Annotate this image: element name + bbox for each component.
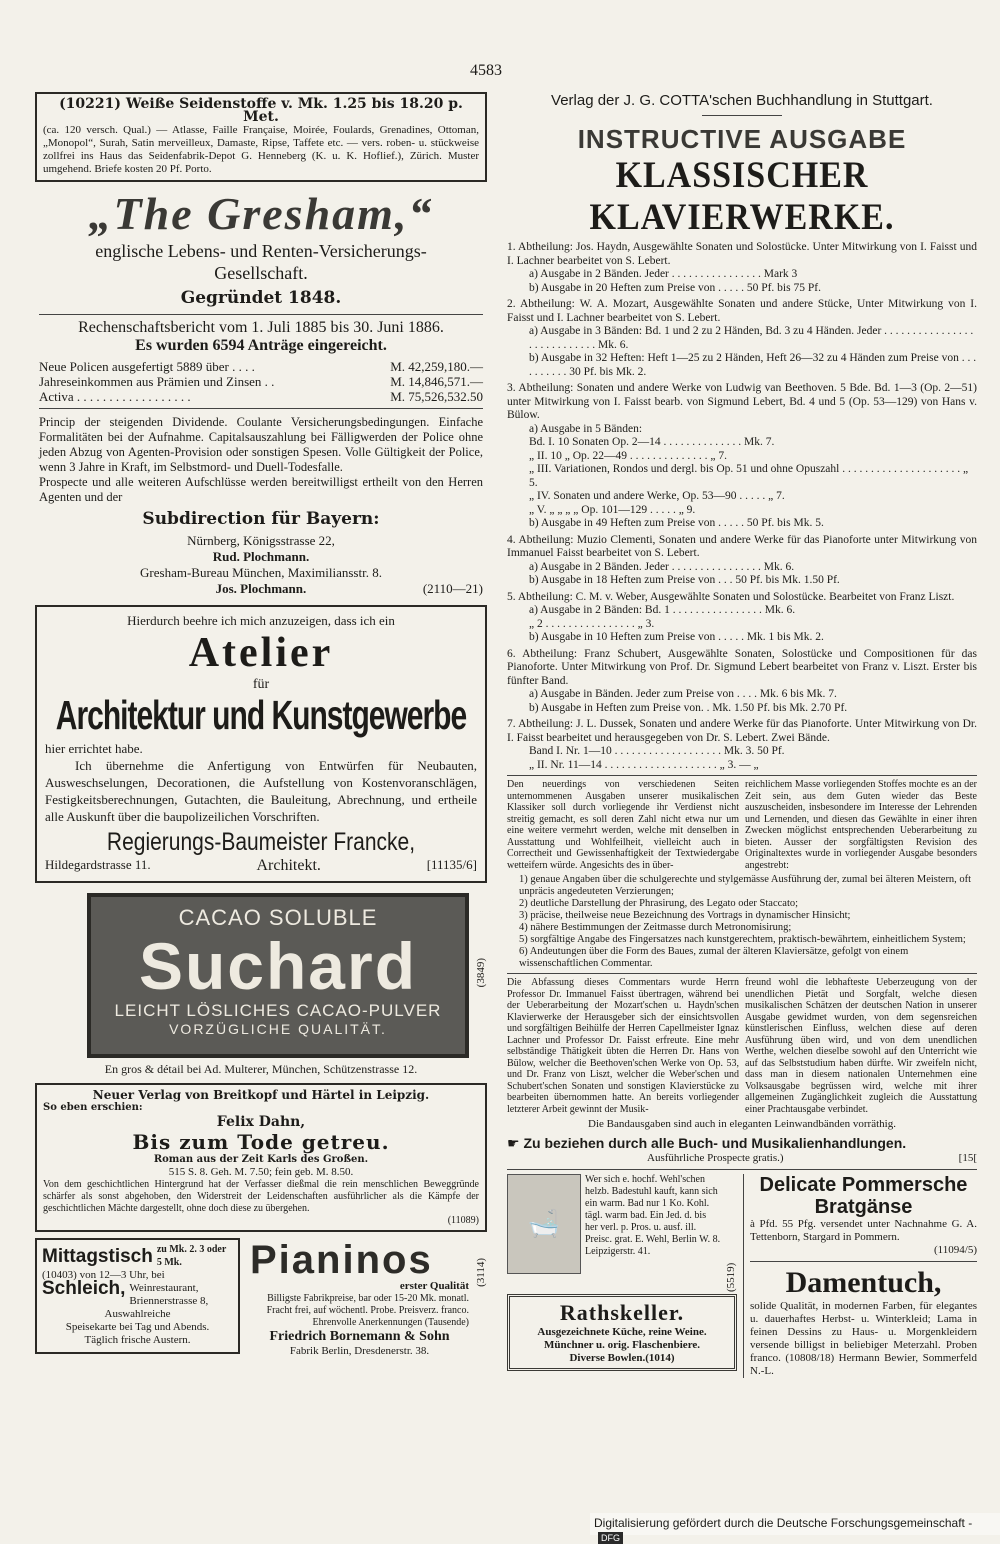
gresham-title: „The Gresham,“ xyxy=(88,188,434,239)
suchard-brand: Suchard xyxy=(138,929,418,1003)
dahn-title: Bis zum Tode getreu. xyxy=(132,1130,390,1154)
cotta-commentary xyxy=(507,977,977,1115)
gresham-report: Rechenschaftsbericht vom 1. Juli 1885 bis 30. Juni 1886. xyxy=(78,319,444,336)
suchard-code: (3849) xyxy=(475,958,487,988)
dahn-body: Von dem geschichtlichen Hintergrund hat der Verfasser dießmal die rein menschlichen Beweggründe schärfer als sonst abgehoben, den Widerstreit der Leidenschaften ausführlicher als die Kämpfe der geschichtlichen Mächte dargestellt, ohne doch diese zu übergehen. xyxy=(43,1179,479,1214)
divider xyxy=(750,1261,977,1262)
pointing-hand-icon: ☛ xyxy=(507,1135,520,1151)
divider xyxy=(507,973,977,974)
atelier-ad xyxy=(35,605,487,883)
atelier-signer: Regierungs-Baumeister Francke, xyxy=(106,828,416,857)
cotta-title: KLASSISCHER KLAVIERWERKE. xyxy=(589,155,895,238)
mittag-code: (10403) xyxy=(42,1269,77,1281)
suchard-ad xyxy=(35,893,487,1077)
cotta-intro-left: Den neuerdings von verschiedenen Seiten unternommenen Ausgaben unserer musikalischen Klassiker soll durch vorliegende ihr Verdienst nicht streitig gemacht, es soll deren Zahl nicht etwa nur um eine weitere vermehrt werden, welche mit denselben in Ausstattung und Wohlfeilheit, vielleicht auch in Correctheit und Gewissenhaftigkeit der Textwiedergabe wetteifern würde. Angesichts des in über- xyxy=(507,779,739,871)
bottom-right-right xyxy=(743,1174,977,1378)
cotta-section-item: b) Ausgabe in 20 Heften zum Preise von . . . . . 50 Pf. bis 75 Pf. xyxy=(529,281,821,294)
cotta-section-item: „ IV. Sonaten und andere Werke, Op. 53—90 . . . . . „ 7. xyxy=(529,490,785,502)
cotta-section-item: „ V. „ „ „ „ Op. 101—129 . . . . . „ 9. xyxy=(529,503,696,516)
feature-item: 1) genaue Angaben über die schulgerechte und stylgemässe Ausführung der, zumal bei älteren Meistern, oft unpräcis angedeuteten Verzierungen; xyxy=(519,874,972,897)
dahn-author: Felix Dahn, xyxy=(216,1114,306,1130)
cotta-section xyxy=(507,534,977,588)
figure-row xyxy=(39,359,483,374)
gresham-body2: Prospecte und alle weiteren Aufschlüsse werden bereitwilligst ertheilt von den Herren Agenten und der xyxy=(39,475,483,504)
figure-row xyxy=(39,374,483,389)
cotta-section-item: „ II. 10 „ Op. 22—49 . . . . . . . . . . . . . . „ 7. xyxy=(529,449,728,462)
gresham-sub2: Gesellschaft. xyxy=(214,263,308,283)
gresham-name2-row xyxy=(39,581,483,597)
figure-label: Activa . . . . . . . . . . . . . . . . . . xyxy=(39,389,191,404)
mittag-title: Mittagstisch xyxy=(42,1245,153,1267)
atelier-footer xyxy=(45,857,477,875)
figure-label: Jahreseinkommen aus Prämien und Zinsen . . xyxy=(39,374,275,389)
mittag-l1: Auswahlreiche xyxy=(104,1308,171,1320)
cotta-section-head: 2. Abtheilung: W. A. Mozart, Ausgewählte Sonaten und andere Stücke, Unter Mitwirkung von I. Faisst und I. Lachner bearbeitet von S. Lebert. xyxy=(507,298,977,324)
figure-label: Neue Policen ausgefertigt 5889 über . . . . xyxy=(39,359,255,374)
gresham-addr2: Gresham-Bureau München, Maximiliansstr. 8. xyxy=(140,565,382,580)
suchard-panel xyxy=(87,893,469,1058)
rathskeller-l2: Münchner u. orig. Flaschenbiere. xyxy=(543,1339,701,1351)
cotta-heading: INSTRUCTIVE AUSGABE xyxy=(577,124,907,154)
pianinos-maker: Friedrich Bornemann & Sohn xyxy=(269,1329,450,1344)
cotta-section-head: 1. Abtheilung: Jos. Haydn, Ausgewählte Sonaten und Solostücke. Unter Mitwirkung von I. Faisst und I. Lachner bearbeitet von S. Lebert. xyxy=(507,241,977,267)
cotta-publisher: Verlag der J. G. COTTA'schen Buchhandlung in Stuttgart. xyxy=(551,92,933,109)
suchard-line3: LEICHT LÖSLICHES CACAO-PULVER xyxy=(114,1001,442,1020)
footer-text: Digitalisierung gefördert durch die Deutsche Forschungsgemeinschaft - xyxy=(594,1516,973,1530)
gresham-founded: Gegründet 1848. xyxy=(180,288,342,308)
pianinos-addr: Fabrik Berlin, Dresdenerstr. 38. xyxy=(289,1345,430,1357)
damen-title: Damentuch, xyxy=(785,1266,942,1299)
divider xyxy=(507,1169,977,1170)
cotta-section xyxy=(507,382,977,531)
cotta-section-item: Band I. Nr. 1—10 . . . . . . . . . . . . . . . . . . . Mk. 3. 50 Pf. xyxy=(529,745,785,757)
cotta-section-item: „ II. Nr. 11—14 . . . . . . . . . . . . . . . . . . . . „ 3. — „ xyxy=(529,758,759,771)
pianinos-l1: erster Qualität xyxy=(399,1280,469,1292)
rathskeller-title: Rathskeller. xyxy=(559,1300,685,1325)
feature-item: 4) nähere Bestimmungen der Zeitmasse durch Metronomisirung; xyxy=(519,922,792,933)
bottom-right-ads xyxy=(507,1174,977,1378)
rathskeller-code: (1014) xyxy=(645,1352,675,1364)
page-number: 4583 xyxy=(470,62,502,79)
figure-value: M. 75,526,532.50 xyxy=(390,389,483,404)
cotta-section-head: 5. Abtheilung: C. M. v. Weber, Ausgewählte Sonaten und Solostücke. Bearbeitet von Franz Liszt. xyxy=(507,590,955,603)
cotta-section-item: „ 2 . . . . . . . . . . . . . . . . „ 3. xyxy=(529,617,655,630)
divider xyxy=(39,408,483,409)
gresham-applications: Es wurden 6594 Anträge eingereicht. xyxy=(135,337,387,354)
rathskeller-l1: Ausgezeichnete Küche, reine Weine. xyxy=(537,1326,707,1338)
mittag-name: Schleich, xyxy=(42,1278,126,1299)
cotta-section-item: a) Ausgabe in Bänden. Jeder zum Preise von . . . . Mk. 6 bis Mk. 7. xyxy=(529,688,837,700)
cotta-section-item: a) Ausgabe in 2 Bänden: Bd. 1 . . . . . . . . . . . . . . . . Mk. 6. xyxy=(529,604,796,616)
cotta-section-item: b) Ausgabe in 49 Heften zum Preise von . . . . . 50 Pf. bis Mk. 5. xyxy=(529,517,824,529)
figure-row xyxy=(39,389,483,404)
mittag-time: von 12—3 Uhr, bei xyxy=(79,1269,165,1281)
atelier-code: [11135/6] xyxy=(426,857,477,872)
cotta-section-item: a) Ausgabe in 2 Bänden. Jeder . . . . . . . . . . . . . . . . Mark 3 xyxy=(529,268,798,280)
suchard-line4: VORZÜGLICHE QUALITÄT. xyxy=(169,1021,387,1037)
gresham-addr1: Nürnberg, Königsstrasse 22, xyxy=(187,533,335,548)
atelier-title: Atelier xyxy=(188,630,334,676)
cotta-section-item: a) Ausgabe in 2 Bänden. Jeder . . . . . . . . . . . . . . . . Mk. 6. xyxy=(529,560,795,573)
digitization-footer xyxy=(590,1513,1000,1543)
dahn-price: 515 S. 8. Geh. M. 7.50; fein geb. M. 8.50. xyxy=(168,1166,354,1178)
pianinos-title: Pianinos xyxy=(250,1238,433,1282)
mittag-ad xyxy=(35,1238,240,1354)
cotta-section xyxy=(507,241,977,295)
dahn-subtitle: Roman aus der Zeit Karls des Großen. xyxy=(153,1154,369,1165)
mittag-venue-row xyxy=(42,1278,233,1308)
geese-title: Delicate Pommersche Bratgänse xyxy=(759,1174,968,1218)
cotta-section-item: b) Ausgabe in 32 Heften: Heft 1—25 zu 2 Händen, Heft 26—32 zu 4 Händen zum Preise von . . . . . . . . . . 30 Pf. bis Mk. 2. xyxy=(529,352,977,378)
geese-body: à Pfd. 55 Pfg. versendet unter Nachnahme G. A. Tettenborn, Stargard in Pommern. xyxy=(750,1218,977,1243)
pianinos-l2: Billigste Fabrikpreise, bar oder 15-20 Mk. monatl. Fracht frei, auf wöchentl. Probe. Preisverz. franco. Ehrenvolle Anerkennungen (Tausende) xyxy=(266,1293,469,1328)
figure-value: M. 42,259,180.— xyxy=(390,359,483,374)
atelier-arch: Architektur und Kunstgewerbe xyxy=(55,694,467,739)
cotta-commentary-right: freund wohl die lebhafteste Ueberzeugung von der unendlichen Pietät und Sorgfalt, welche diesen musikalischen Schätzen der deutschen Nation in unserer Ausgabe gewidmet wurden, von dem segensreichen künstlerischen Einfluss, welchen diese auf deren Ausführung üben wird, und von dem unendlichen Werthe, welchen dieselbe sowohl auf den Unterricht wie auf das Selbststudium haben dürfte. Wir zweifeln nicht, dass man in diesem nationalen Unternehmen eine Volksausgabe begrüssen wird, welche mit ihrer allgemeinen Zugänglichkeit zugleich die Ausstattung einer Prachtausgabe verbindet. xyxy=(745,977,977,1115)
silk-ad-body: (ca. 120 versch. Qual.) — Atlasse, Faille Française, Moirée, Foulards, Grenadines, Ottoman, „Monopol“, Surah, Satin merveilleux, Damaste, Ripse, Taffete etc. — vers. roben- u. stückweise zollfrei ins Haus das Seidenfabrik-Depot G. Henneberg (K. u. K. Hoflief.), Zürich. Muster umgehend. Briefe kosten 20 Pf. Porto. xyxy=(43,124,479,175)
gresham-body: Princip der steigenden Dividende. Coulante Versicherungsbedingungen. Einfache Formalitäten bei der Aufnahme. Capitalsauszahlung bei Fälligwerden der Police ohne jeden Abzug von Agenten-Provision oder sonstigen Spesen. Volle Gültigkeit der Police, wenn 3 Jahre in Kraft, im Selbstmord- und Duell-Todesfalle. xyxy=(39,415,483,474)
cotta-prospect-row xyxy=(507,1152,977,1165)
gresham-name1: Rud. Plochmann. xyxy=(212,549,310,564)
gresham-subdirection: Subdirection für Bayern: xyxy=(142,509,380,529)
gresham-code: (2110—21) xyxy=(422,581,483,596)
cotta-section-item: Bd. I. 10 Sonaten Op. 2—14 . . . . . . . . . . . . . . Mk. 7. xyxy=(529,436,775,448)
mittag-head xyxy=(42,1243,233,1269)
wehl-code: (5519) xyxy=(725,1262,737,1292)
rathskeller-l3: Diverse Bowlen. xyxy=(569,1352,646,1364)
atelier-est: hier errichtet habe. xyxy=(45,741,143,756)
cotta-section-item: „ III. Variationen, Rondos und dergl. bis Op. 51 und ohne Opuszahl . . . . . . . . . . . . . . . . . . . . . „ 5. xyxy=(529,463,969,489)
rathskeller-ad xyxy=(507,1294,737,1371)
atelier-intro: Hierdurch beehre ich mich anzuzeigen, dass ich ein xyxy=(127,613,395,628)
feature-item: 5) sorgfältige Angabe des Fingersatzes nach kunstgerechtem, praktisch-bewährtem, einheitlichem System; xyxy=(519,934,966,945)
cotta-binding: Die Bandausgaben sind auch in eleganten Leinwandbänden vorräthig. xyxy=(588,1118,896,1130)
suchard-line1: CACAO SOLUBLE xyxy=(178,905,378,930)
silk-ad xyxy=(35,92,487,182)
feature-item: 6) Andeutungen über die Form des Baues, zumal der älteren Klaviersätze, gefolgt von einem wissenschaftlichen Commentar. xyxy=(519,946,909,969)
left-column xyxy=(35,92,487,1360)
mittag-price: zu Mk. 2. 3 oder 5 Mk. xyxy=(156,1244,227,1268)
dahn-publisher: Neuer Verlag von Breitkopf und Härtel in Leipzig. xyxy=(92,1088,430,1102)
cotta-section xyxy=(507,298,977,379)
cotta-section-head: 7. Abtheilung: J. L. Dussek, Sonaten und andere Werke für das Pianoforte. Unter Mitwirkung von Dr. I. Faisst bearbeitet und herausgegeben von Dr. S. Lebert. Zwei Bände. xyxy=(507,718,977,744)
atelier-street: Hildegardstrasse 11. xyxy=(45,857,151,872)
divider xyxy=(507,775,977,776)
atelier-body: Ich übernehme die Anfertigung von Entwürfen für Neubauten, Ausweschselungen, Decorationen, die Aufstellung von Kostenvoranschlägen, Festigkeitsberechnungen, Gutachten, die Bauleitung, Abrechnung, und ertheile alle Auskunft über die baupolizeilichen Vorschriften. xyxy=(45,758,477,824)
feature-item: 2) deutliche Darstellung der Phrasirung, des Legato oder Staccato; xyxy=(519,898,799,909)
bottom-right-left xyxy=(507,1174,737,1378)
feature-item: 3) präcise, theilweise neue Bezeichnung des Vortrags in dynamischer Hinsicht; xyxy=(519,910,851,921)
geese-code: (11094/5) xyxy=(934,1244,977,1256)
dfg-logo: DFG xyxy=(598,1532,623,1544)
dahn-soeben: So eben erschien: xyxy=(43,1102,143,1113)
cotta-section-item: b) Ausgabe in 18 Heften zum Preise von . . . 50 Pf. bis Mk. 1.50 Pf. xyxy=(529,574,840,586)
cotta-prospect: Ausführliche Prospecte gratis.) xyxy=(647,1152,784,1164)
silk-ad-title: (10221) Weiße Seidenstoffe v. Mk. 1.25 bis 18.20 p. Met. xyxy=(59,96,463,125)
cotta-available-row xyxy=(507,1135,977,1152)
cotta-intro xyxy=(507,779,977,871)
gresham-figures xyxy=(39,359,483,404)
atelier-role: Architekt. xyxy=(256,857,321,874)
suchard-footer: En gros & détail bei Ad. Multerer, München, Schützenstrasse 12. xyxy=(104,1062,418,1076)
pianinos-code: (3114) xyxy=(475,1258,487,1287)
mittag-venue: Weinrestaurant, Briennerstrasse 8, xyxy=(129,1282,209,1307)
cotta-section xyxy=(507,648,977,716)
cotta-section xyxy=(507,591,977,645)
cotta-sections xyxy=(507,241,977,772)
cotta-available: Zu beziehen durch alle Buch- und Musikalienhandlungen. xyxy=(523,1135,907,1151)
pianinos-ad xyxy=(244,1238,487,1360)
gresham-ad xyxy=(35,188,487,597)
damen-body: solide Qualität, in modernen Farben, für elegantes u. dauerhaftes Herbst- u. Winterkleid; Lama in feinen Dessins zu Haus- u. Morgenkleidern versende billigst in beliebiger Meterzahl. Proben franco. (10808/18) Hermann Bewier, Sommerfeld N.-L. xyxy=(750,1300,977,1377)
cotta-section-head: 4. Abtheilung: Muzio Clementi, Sonaten und andere Werke für das Pianoforte unter Mitwirkung von Immanuel Faisst bearbeitet von S. Lebert. xyxy=(507,533,977,559)
mittag-l2: Speisekarte bei Tag und Abends. xyxy=(65,1321,210,1333)
dahn-ad xyxy=(35,1083,487,1232)
rathskeller-l3-row xyxy=(513,1352,731,1365)
gresham-sub1: englische Lebens- und Renten-Versicherungs- xyxy=(95,241,427,261)
dahn-code: (11089) xyxy=(447,1215,479,1226)
bathtub-illustration: 🛁 xyxy=(507,1174,581,1274)
cotta-section-item: a) Ausgabe in 5 Bänden: xyxy=(529,422,643,435)
atelier-fuer: für xyxy=(252,677,270,692)
cotta-features xyxy=(507,874,977,970)
mittag-l3: Täglich frische Austern. xyxy=(84,1334,191,1346)
cotta-section xyxy=(507,718,977,772)
cotta-section-head: 6. Abtheilung: Franz Schubert, Ausgewählte Sonaten, Solostücke und Compositionen für das Pianoforte. Unter Mitwirkung von Prof. Dr. Sigmund Lebert bearbeitet von Franz v. Liszt. Erster bis fünfter Band. xyxy=(507,647,977,687)
figure-value: M. 14,846,571.— xyxy=(390,374,483,389)
divider xyxy=(702,115,782,116)
cotta-commentary-left: Die Abfassung dieses Commentars wurde Herrn Professor Dr. Immanuel Faisst übertragen, während bei der Ueberarbeitung der Mozart'schen u. Haydn'schen Klavierwerke der Herausgeber sich der einsichtsvollen und sorgfältigen Beihülfe der Herren Capellmeister Ignaz Lachner und Professor Dr. Faisst erfreute. Eine mehr selbständige Thätigkeit übten die Herren Dr. Hans von Bülow, welcher die Beethoven'schen Werke von Op. 53, und Dr. Franz von Liszt, welcher die Weber'schen und Schubert'schen Sonaten und sonstigen Klavierstücke zu bearbeiten übernommen hatte. An bereits vorliegender letzterer Arbeit gewinnt der Musik- xyxy=(507,977,739,1115)
cotta-intro-right: reichlichem Masse vorliegenden Stoffes mochte es an der Zeit sein, aus dem Guten wieder das Beste auszuscheiden, insbesondere im Interesse der Lehrenden und Lernenden, und diesen das Gewählte in einer ihren Zwecken möglichst entsprechenden Ueberarbeitung zu bieten. Ausser der sorgfältigsten Revision des Originaltextes wurde in vorliegender Ausgabe besonders angestrebt: xyxy=(745,779,977,871)
cotta-section-item: b) Ausgabe in 10 Heften zum Preise von . . . . . Mk. 1 bis Mk. 2. xyxy=(529,631,824,643)
wehl-ad xyxy=(507,1174,737,1292)
cotta-section-head: 3. Abtheilung: Sonaten und andere Werke von Ludwig van Beethoven. 5 Bde. Bd. 1—3 (Op. 2—51) unter Mitwirkung von I. Faisst bearb. von Sigmund Lebert, Bd. 4 und 5 (Op. 53—129) von Hans v. Bülow. xyxy=(507,382,977,421)
wehl-text: Wer sich e. hochf. Wehl'schen helzb. Badestuhl kauft, kann sich ein warm. Bad nur 1 Ko. Kohl. tägl. warm bad. Ein Jed. d. bis her verl. p. Pros. u. ausf. ill. Preisc. grat. E. Wehl, Berlin W. 8. Leipzigerstr. 41. xyxy=(585,1174,721,1257)
bottom-left-ads xyxy=(35,1238,487,1360)
divider xyxy=(39,314,483,315)
gresham-name2: Jos. Plochmann. xyxy=(215,581,307,596)
cotta-section-item: b) Ausgabe in Heften zum Preise von. . Mk. 1.50 Pf. bis Mk. 2.70 Pf. xyxy=(529,701,848,714)
cotta-prospect-code: [15[ xyxy=(958,1152,977,1164)
cotta-section-item: a) Ausgabe in 3 Bänden: Bd. 1 und 2 zu 2 Händen, Bd. 3 zu 4 Händen. Jeder . . . . . . . . . . . . . . . . . . . . . . . . . . . . Mk. 6. xyxy=(529,325,974,351)
right-column xyxy=(507,92,977,1378)
